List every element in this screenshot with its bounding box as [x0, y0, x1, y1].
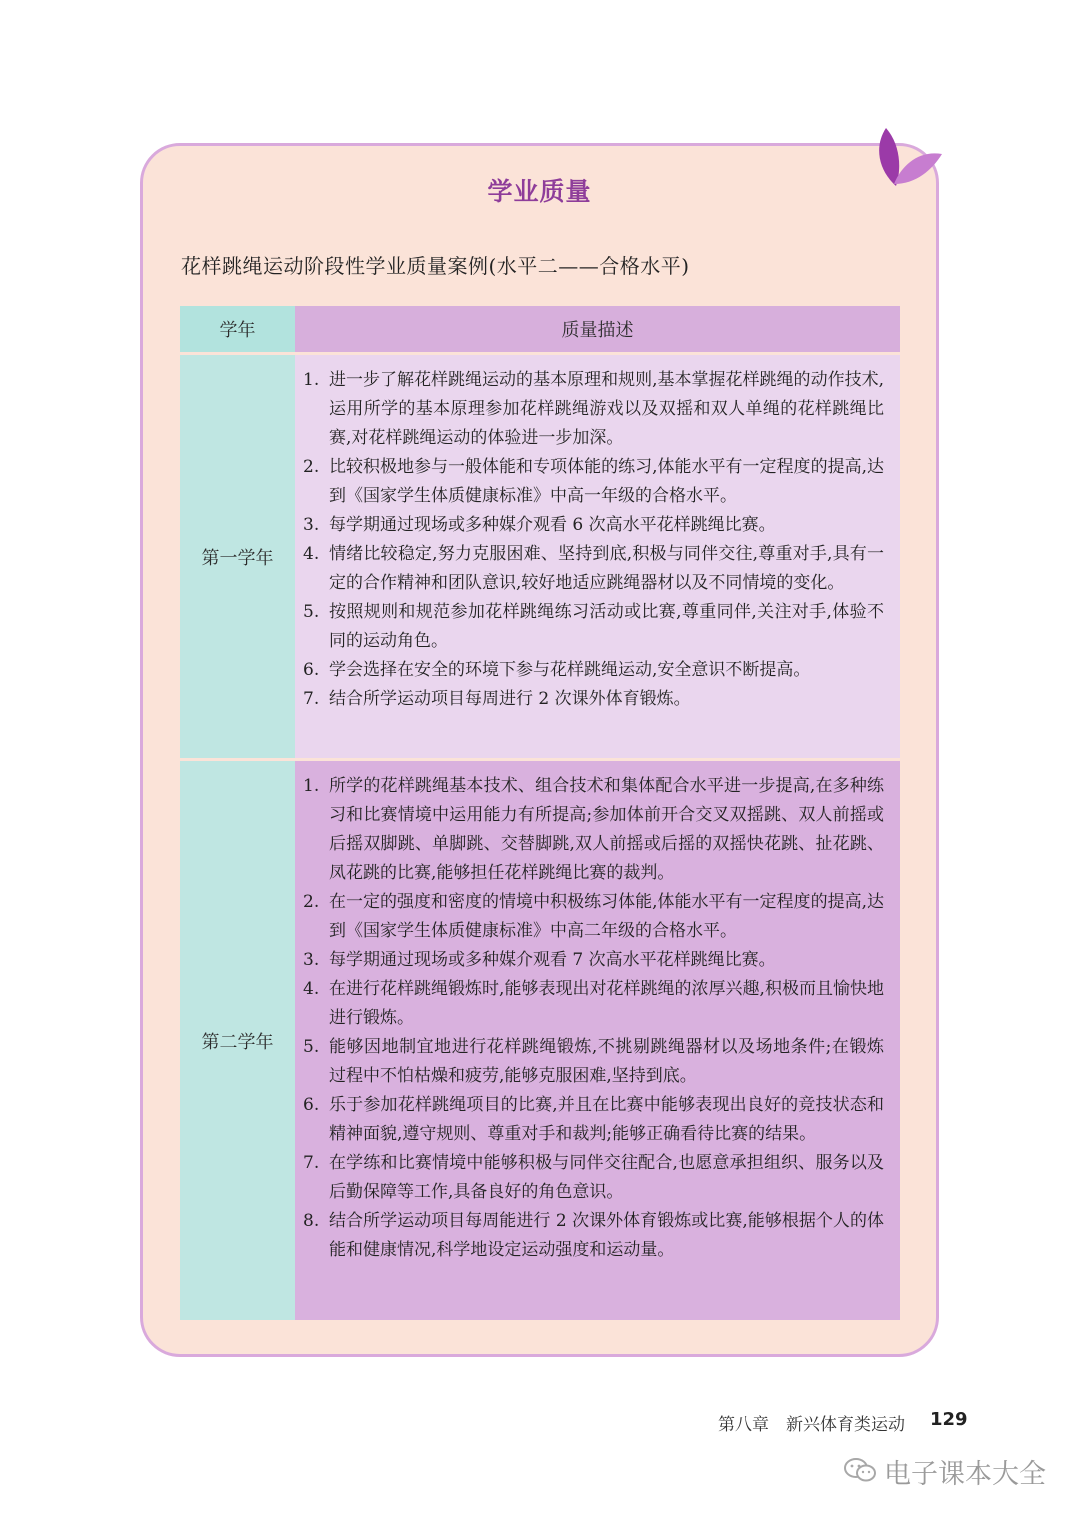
list-item: 7. 结合所学运动项目每周进行 2 次课外体育锻炼。 [303, 689, 691, 709]
header-year: 学年 [180, 306, 295, 352]
footer-chapter: 第八章 新兴体育类运动 [718, 1415, 905, 1435]
list-item: 7. 在学练和比赛情境中能够积极与同伴交往配合,也愿意承担组织、服务以及后勤保障等工作,具备良好的角色意识。 [303, 1153, 884, 1202]
header-description: 质量描述 [295, 306, 900, 352]
list-item: 4. 在进行花样跳绳锻炼时,能够表现出对花样跳绳的浓厚兴趣,积极而且愉快地进行锻炼。 [303, 979, 884, 1028]
year-cell-first: 第一学年 [180, 355, 295, 758]
list-item: 8. 结合所学运动项目每周能进行 2 次课外体育锻炼或比赛,能够根据个人的体能和健康情况,科学地设定运动强度和运动量。 [303, 1211, 884, 1260]
wechat-icon [843, 1457, 877, 1483]
list-item: 1. 所学的花样跳绳基本技术、组合技术和集体配合水平进一步提高,在多种练习和比赛情境中运用能力有所提高;参加体前开合交叉双摇跳、双人前摇或后摇双脚跳、单脚跳、交替脚跳,双人前摇或后摇的双摇快花跳、扯花跳、凤花跳的比赛,能够担任花样跳绳比赛的裁判。 [303, 776, 884, 883]
list-item: 5. 按照规则和规范参加花样跳绳练习活动或比赛,尊重同伴,关注对手,体验不同的运动角色。 [303, 602, 884, 651]
list-item: 1. 进一步了解花样跳绳运动的基本原理和规则,基本掌握花样跳绳的动作技术,运用所学的基本原理参加花样跳绳游戏以及双摇和双人单绳的花样跳绳比赛,对花样跳绳运动的体验进一步加深。 [303, 370, 884, 448]
list-item: 5. 能够因地制宜地进行花样跳绳锻炼,不挑剔跳绳器材以及场地条件;在锻炼过程中不怕枯燥和疲劳,能够克服困难,坚持到底。 [303, 1037, 884, 1086]
description-cell-second [295, 761, 900, 1320]
list-item: 2. 在一定的强度和密度的情境中积极练习体能,体能水平有一定程度的提高,达到《国家学生体质健康标准》中高二年级的合格水平。 [303, 892, 884, 941]
list-item: 6. 学会选择在安全的环境下参与花样跳绳运动,安全意识不断提高。 [303, 660, 811, 680]
table-caption: 花样跳绳运动阶段性学业质量案例(水平二——合格水平) [181, 254, 690, 278]
description-cell-first [295, 355, 900, 758]
year-cell-second: 第二学年 [180, 761, 295, 1320]
list-item: 4. 情绪比较稳定,努力克服困难、坚持到底,积极与同伴交往,尊重对手,具有一定的合作精神和团队意识,较好地适应跳绳器材以及不同情境的变化。 [303, 544, 884, 593]
list-item: 6. 乐于参加花样跳绳项目的比赛,并且在比赛中能够表现出良好的竞技状态和精神面貌,遵守规则、尊重对手和裁判;能够正确看待比赛的结果。 [303, 1095, 884, 1144]
section-title: 学业质量 [487, 177, 592, 206]
list-item: 3. 每学期通过现场或多种媒介观看 6 次高水平花样跳绳比赛。 [303, 515, 776, 535]
list-item: 3. 每学期通过现场或多种媒介观看 7 次高水平花样跳绳比赛。 [303, 950, 776, 970]
list-item: 2. 比较积极地参与一般体能和专项体能的练习,体能水平有一定程度的提高,达到《国家学生体质健康标准》中高一年级的合格水平。 [303, 457, 884, 506]
quality-table [180, 306, 900, 1320]
page-number: 129 [930, 1409, 968, 1430]
watermark-text: 电子课本大全 [884, 1459, 1046, 1490]
